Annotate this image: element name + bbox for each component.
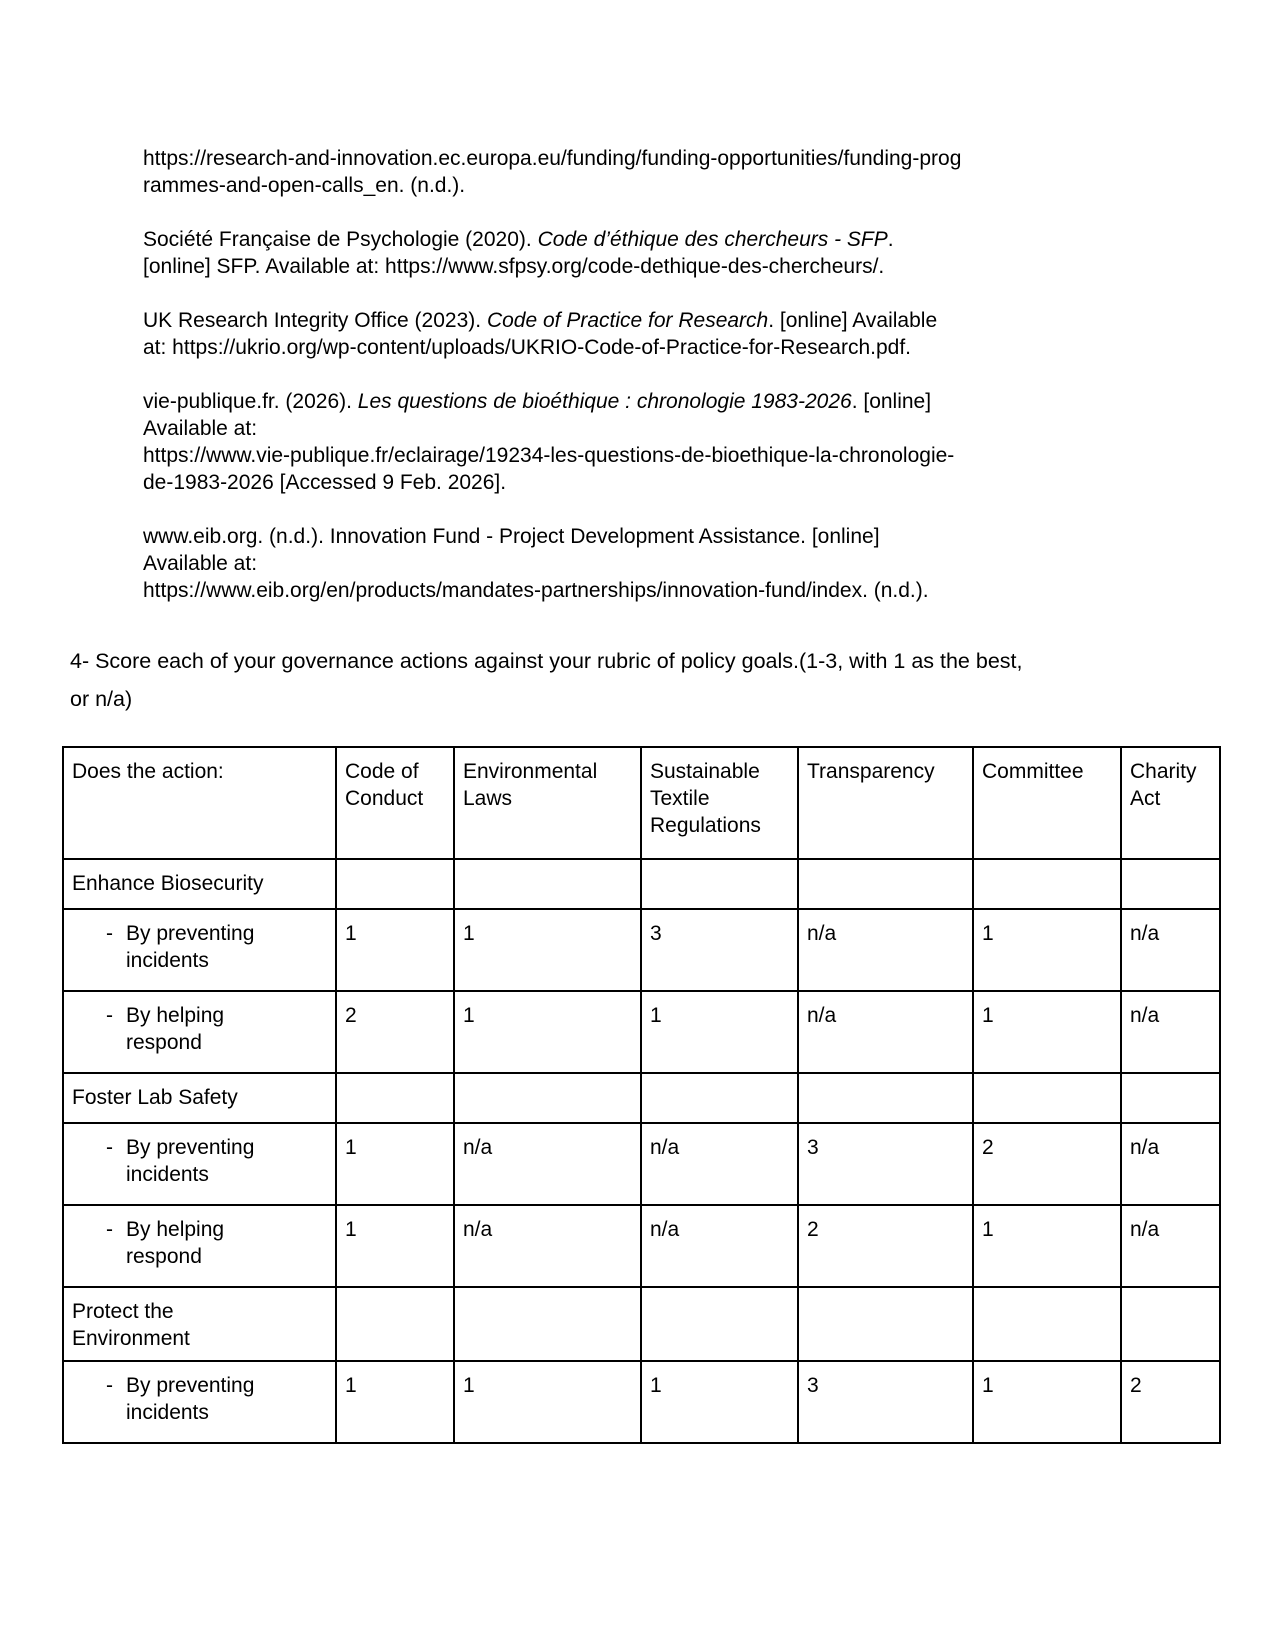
score-cell: 1 — [336, 909, 454, 991]
row-label-line: respond — [126, 1245, 202, 1268]
row-label — [72, 920, 329, 974]
reference-text: www.eib.org. (n.d.). Innovation Fund - Project Development Assistance. [online] — [143, 525, 880, 548]
section-heading-line-2: or n/a) — [70, 687, 133, 711]
row-label-cell — [63, 1361, 336, 1443]
score-cell: n/a — [454, 1123, 641, 1205]
score-cell — [336, 1287, 454, 1361]
reference-text: UK Research Integrity Office (2023). — [143, 309, 487, 332]
score-cell: 3 — [641, 909, 798, 991]
row-label-cell — [63, 859, 336, 909]
table-header-row — [63, 747, 1220, 859]
score-cell — [973, 1287, 1121, 1361]
score-cell — [454, 1073, 641, 1123]
table-header-text: Conduct — [345, 787, 424, 810]
score-cell — [1121, 1287, 1220, 1361]
table-header-cell — [798, 747, 973, 859]
section-heading — [70, 642, 1022, 718]
row-label-line: By preventing — [126, 1136, 255, 1159]
section-label-line: Protect the — [72, 1300, 174, 1323]
score-cell: n/a — [798, 991, 973, 1073]
list-dash: - — [106, 922, 113, 945]
score-cell: 2 — [336, 991, 454, 1073]
reference-title-text: Code of Practice for Research — [486, 309, 769, 332]
table-header-cell — [454, 747, 641, 859]
row-label-line: By helping — [126, 1004, 225, 1027]
table-item-row — [63, 1123, 1220, 1205]
score-cell: 1 — [336, 1361, 454, 1443]
score-cell — [973, 1073, 1121, 1123]
score-cell: n/a — [1121, 991, 1220, 1073]
score-cell: 2 — [1121, 1361, 1220, 1443]
reference-line — [143, 226, 961, 253]
row-label — [72, 1216, 329, 1270]
table-header-text: Textile — [650, 787, 710, 810]
score-cell — [973, 859, 1121, 909]
score-cell: n/a — [641, 1205, 798, 1287]
score-cell: 1 — [973, 1361, 1121, 1443]
score-cell — [798, 1287, 973, 1361]
score-cell: 1 — [973, 909, 1121, 991]
score-cell: n/a — [1121, 909, 1220, 991]
table-item-row — [63, 909, 1220, 991]
score-cell — [1121, 859, 1220, 909]
reference-entry — [143, 388, 961, 496]
score-cell — [454, 1287, 641, 1361]
row-label — [72, 1372, 329, 1426]
reference-line — [143, 577, 961, 604]
section-label-line: Enhance Biosecurity — [72, 872, 264, 895]
table-header-text: Does the action: — [72, 760, 224, 783]
score-cell: 1 — [641, 991, 798, 1073]
list-dash: - — [106, 1136, 113, 1159]
section-label-line: Foster Lab Safety — [72, 1086, 238, 1109]
reference-entry — [143, 523, 961, 604]
score-cell: 1 — [336, 1123, 454, 1205]
table-header-cell — [1121, 747, 1220, 859]
reference-text: [online] SFP. Available at: https://www.sfpsy.org/code-dethique-des-chercheurs/. — [143, 255, 885, 278]
reference-line — [143, 442, 961, 469]
reference-entry — [143, 307, 961, 361]
row-label-line: incidents — [126, 949, 209, 972]
score-cell: 2 — [798, 1205, 973, 1287]
score-cell — [798, 1073, 973, 1123]
reference-line — [143, 172, 961, 199]
reference-line — [143, 145, 961, 172]
score-cell: n/a — [1121, 1205, 1220, 1287]
list-dash: - — [106, 1218, 113, 1241]
table-item-row — [63, 991, 1220, 1073]
row-label-text — [126, 1002, 329, 1056]
reference-title-text: Les questions de bioéthique : chronologie 1983-2026 — [357, 390, 852, 413]
table-section-row — [63, 1287, 1220, 1361]
score-cell: 1 — [973, 991, 1121, 1073]
row-label-line: incidents — [126, 1163, 209, 1186]
table-header-text: Act — [1130, 787, 1161, 810]
references-section — [143, 145, 961, 631]
reference-text: rammes-and-open-calls_en. (n.d.). — [143, 174, 466, 197]
table-header-text: Transparency — [807, 760, 935, 783]
score-cell: n/a — [798, 909, 973, 991]
reference-text: https://www.eib.org/en/products/mandates-partnerships/innovation-fund/index. (n.d.). — [143, 579, 929, 602]
score-cell: 1 — [641, 1361, 798, 1443]
list-dash: - — [106, 1004, 113, 1027]
score-cell: 1 — [454, 909, 641, 991]
score-cell — [641, 1073, 798, 1123]
table-header-cell — [336, 747, 454, 859]
row-label-text — [126, 1372, 329, 1426]
reference-entry — [143, 226, 961, 280]
reference-text: at: https://ukrio.org/wp-content/uploads/UKRIO-Code-of-Practice-for-Research.pdf. — [143, 336, 911, 359]
reference-text: https://www.vie-publique.fr/eclairage/19234-les-questions-de-bioethique-la-chronologie- — [143, 444, 955, 467]
score-cell — [641, 1287, 798, 1361]
reference-line — [143, 469, 961, 496]
score-cell — [336, 859, 454, 909]
table-header-text: Regulations — [650, 814, 761, 837]
table-item-row — [63, 1361, 1220, 1443]
score-cell — [336, 1073, 454, 1123]
table-header-cell — [641, 747, 798, 859]
reference-line — [143, 415, 961, 442]
row-label-cell — [63, 1205, 336, 1287]
row-label-line: By helping — [126, 1218, 225, 1241]
reference-line — [143, 253, 961, 280]
score-cell — [454, 859, 641, 909]
score-cell: 1 — [336, 1205, 454, 1287]
table-header-cell — [63, 747, 336, 859]
row-label-text — [126, 1134, 329, 1188]
reference-line — [143, 388, 961, 415]
reference-text: Available at: — [143, 417, 258, 440]
table-header-text: Charity — [1130, 760, 1197, 783]
reference-text: . — [887, 228, 894, 251]
score-cell: 2 — [973, 1123, 1121, 1205]
row-label-cell — [63, 1073, 336, 1123]
reference-line — [143, 334, 961, 361]
score-cell: 1 — [454, 991, 641, 1073]
table-header-text: Laws — [463, 787, 513, 810]
list-dash: - — [106, 1374, 113, 1397]
row-label — [72, 1002, 329, 1056]
score-cell: n/a — [454, 1205, 641, 1287]
reference-line — [143, 550, 961, 577]
reference-line — [143, 307, 961, 334]
reference-text: Société Française de Psychologie (2020). — [143, 228, 538, 251]
score-cell: 1 — [973, 1205, 1121, 1287]
table-header-cell — [973, 747, 1121, 859]
row-label-text — [126, 1216, 329, 1270]
section-label-line: Environment — [72, 1327, 190, 1350]
row-label-cell — [63, 909, 336, 991]
row-label — [72, 1134, 329, 1188]
reference-entry — [143, 145, 961, 199]
score-cell — [798, 859, 973, 909]
score-cell: 3 — [798, 1361, 973, 1443]
reference-text: de-1983-2026 [Accessed 9 Feb. 2026]. — [143, 471, 507, 494]
row-label-cell — [63, 1287, 336, 1361]
row-label-text — [126, 920, 329, 974]
scoring-table — [62, 746, 1221, 1444]
score-cell: n/a — [641, 1123, 798, 1205]
row-label-line: respond — [126, 1031, 202, 1054]
reference-title-text: Code d’éthique des chercheurs - SFP — [537, 228, 888, 251]
table-section-row — [63, 859, 1220, 909]
table-header-text: Sustainable — [650, 760, 760, 783]
reference-text: vie-publique.fr. (2026). — [143, 390, 358, 413]
table-header-text: Committee — [982, 760, 1084, 783]
reference-text: . [online] Available — [768, 309, 938, 332]
table-header-text: Environmental — [463, 760, 598, 783]
reference-text: Available at: — [143, 552, 258, 575]
row-label-line: By preventing — [126, 1374, 255, 1397]
table-section-row — [63, 1073, 1220, 1123]
row-label-cell — [63, 1123, 336, 1205]
row-label-line: incidents — [126, 1401, 209, 1424]
row-label-line: By preventing — [126, 922, 255, 945]
reference-text: https://research-and-innovation.ec.europa.eu/funding/funding-opportunities/funding-prog — [143, 147, 962, 170]
score-cell — [1121, 1073, 1220, 1123]
score-cell — [641, 859, 798, 909]
section-heading-line-1: 4- Score each of your governance actions against your rubric of policy goals.(1-3, with 1 as the best, — [70, 649, 1023, 673]
reference-line — [143, 523, 961, 550]
table-header-text: Code of — [345, 760, 419, 783]
row-label-cell — [63, 991, 336, 1073]
reference-text: . [online] — [851, 390, 932, 413]
score-cell: n/a — [1121, 1123, 1220, 1205]
score-cell: 3 — [798, 1123, 973, 1205]
score-cell: 1 — [454, 1361, 641, 1443]
table-item-row — [63, 1205, 1220, 1287]
scoring-table-body — [63, 747, 1220, 1443]
